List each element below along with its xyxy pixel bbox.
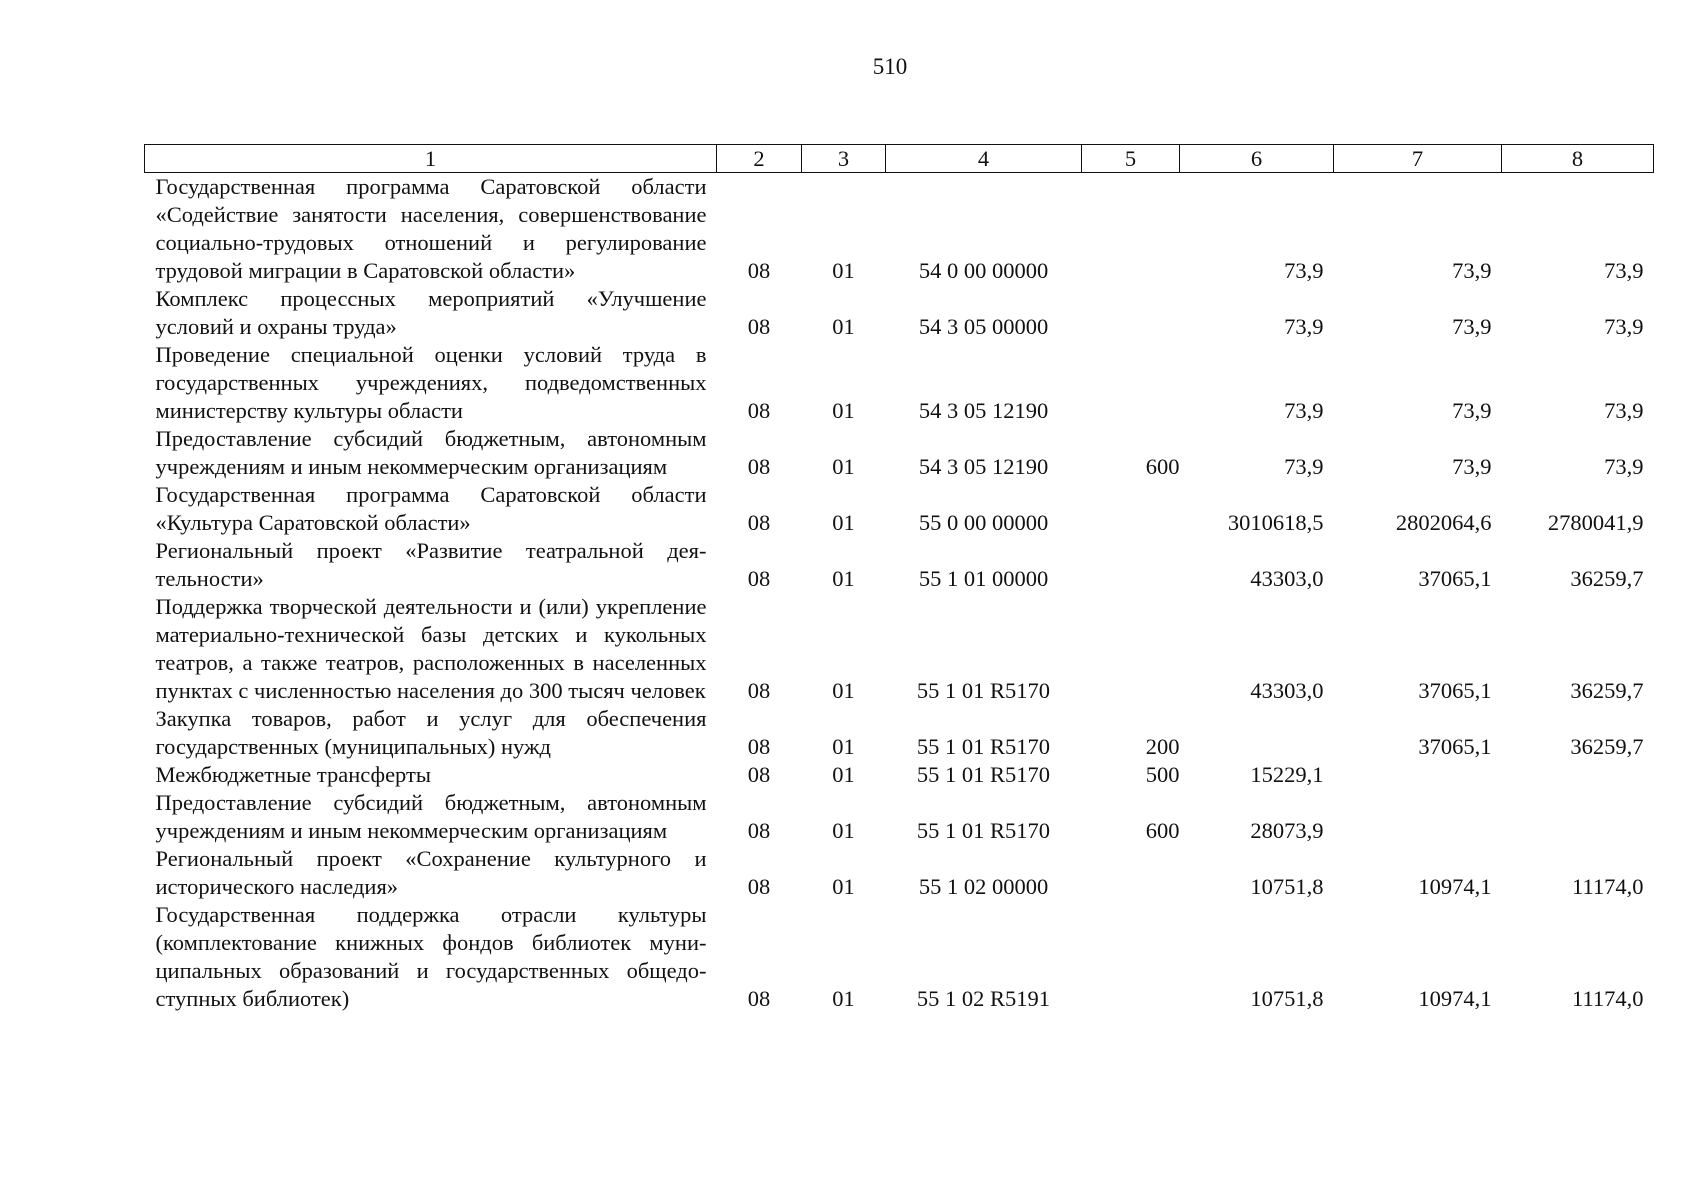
- header-row: [145, 145, 1654, 173]
- page-number: 510: [872, 54, 908, 79]
- item-name: Государственная программа Саратовской области «Содействие занятости населения, совершенствование социально-трудовых отношений и регулирование трудовой миграции в Саратовской области»: [155, 174, 707, 283]
- amount-col-6: 73,9: [1284, 398, 1324, 423]
- subsection-code: 01: [832, 734, 855, 759]
- amount-col-6: 10751,8: [1250, 986, 1324, 1011]
- expense-type-code: [1082, 173, 1180, 286]
- amount-col-8: 11174,0: [1572, 874, 1644, 899]
- item-name: Проведение специальной оценки условий труда в государственных учреждениях, подведомственных министерству культуры области: [155, 342, 707, 423]
- subsection-code: 01: [832, 510, 855, 535]
- section-code: 08: [747, 678, 771, 703]
- expense-type-code: [1082, 341, 1180, 425]
- amount-col-7: [1334, 789, 1502, 845]
- section-code: 08: [747, 454, 771, 479]
- amount-col-8: 73,9: [1604, 398, 1644, 423]
- table-row: [145, 341, 1654, 425]
- column-header-3: 3: [802, 145, 886, 173]
- table-row: [145, 705, 1654, 761]
- amount-col-7: 10974,1: [1418, 874, 1492, 899]
- amount-col-6: 73,9: [1284, 314, 1324, 339]
- amount-col-7: 73,9: [1452, 258, 1492, 283]
- amount-col-7: [1334, 761, 1502, 789]
- section-code: 08: [747, 762, 771, 787]
- item-name: Государственная поддержка отрасли культуры (комплектование книжных фондов библиотек муниципальных образований и государственных общедоступных библиотек): [155, 902, 707, 1011]
- amount-col-8: 36259,7: [1570, 678, 1644, 703]
- amount-col-7: 73,9: [1452, 314, 1492, 339]
- expense-type-code: 600: [1145, 454, 1180, 479]
- item-name: Региональный проект «Сохранение культурного и исторического наследия»: [155, 846, 707, 899]
- section-code: 08: [747, 874, 771, 899]
- target-article-code: 55 0 00 00000: [918, 510, 1049, 535]
- target-article-code: 55 1 01 R5170: [916, 762, 1051, 787]
- amount-col-6: 43303,0: [1250, 678, 1324, 703]
- section-code: 08: [747, 510, 771, 535]
- subsection-code: 01: [832, 398, 855, 423]
- target-article-code: 54 3 05 12190: [918, 454, 1049, 479]
- amount-col-8: 73,9: [1604, 258, 1644, 283]
- subsection-code: 01: [832, 314, 855, 339]
- amount-col-6: 73,9: [1284, 258, 1324, 283]
- amount-col-8: 11174,0: [1572, 986, 1644, 1011]
- expense-type-code: [1082, 593, 1180, 705]
- amount-col-8: 36259,7: [1570, 566, 1644, 591]
- item-name: Закупка товаров, работ и услуг для обеспечения государственных (муниципальных) нужд: [155, 706, 707, 759]
- table-row: [145, 481, 1654, 537]
- section-code: 08: [747, 818, 771, 843]
- target-article-code: 55 1 01 R5170: [916, 678, 1051, 703]
- section-code: 08: [747, 986, 771, 1011]
- subsection-code: 01: [832, 874, 855, 899]
- amount-col-8: 36259,7: [1570, 734, 1644, 759]
- amount-col-8: 2780041,9: [1547, 510, 1644, 535]
- table-header: [145, 145, 1654, 173]
- amount-col-8: 73,9: [1604, 454, 1644, 479]
- amount-col-6: 15229,1: [1250, 762, 1324, 787]
- column-header-8: 8: [1502, 145, 1654, 173]
- column-header-2: 2: [717, 145, 802, 173]
- expense-type-code: [1082, 537, 1180, 593]
- amount-col-8: [1502, 789, 1654, 845]
- amount-col-6: 3010618,5: [1227, 510, 1324, 535]
- budget-table: [144, 144, 1654, 1013]
- subsection-code: 01: [832, 566, 855, 591]
- amount-col-7: 37065,1: [1418, 734, 1492, 759]
- expense-type-code: 200: [1145, 734, 1180, 759]
- table-row: [145, 285, 1654, 341]
- amount-col-8: 73,9: [1604, 314, 1644, 339]
- table-row: [145, 425, 1654, 481]
- item-name: Предоставление субсидий бюджетным, автономным учреждениям и иным некоммерческим организациям: [155, 790, 707, 843]
- amount-col-7: 10974,1: [1418, 986, 1492, 1011]
- section-code: 08: [747, 398, 771, 423]
- amount-col-7: 73,9: [1452, 454, 1492, 479]
- amount-col-6: 73,9: [1284, 454, 1324, 479]
- item-name: Межбюджетные трансферты: [155, 762, 431, 787]
- target-article-code: 55 1 01 R5170: [916, 818, 1051, 843]
- column-header-5: 5: [1082, 145, 1180, 173]
- section-code: 08: [747, 566, 771, 591]
- table-row: [145, 845, 1654, 901]
- column-header-6: 6: [1180, 145, 1334, 173]
- subsection-code: 01: [832, 762, 855, 787]
- section-code: 08: [747, 258, 771, 283]
- amount-col-6: 43303,0: [1250, 566, 1324, 591]
- subsection-code: 01: [832, 454, 855, 479]
- target-article-code: 54 3 05 12190: [918, 398, 1049, 423]
- table-row: [145, 537, 1654, 593]
- expense-type-code: 600: [1145, 818, 1180, 843]
- item-name: Комплекс процессных мероприятий «Улучшение условий и охраны труда»: [155, 286, 707, 339]
- expense-type-code: 500: [1145, 762, 1180, 787]
- subsection-code: 01: [832, 986, 855, 1011]
- amount-col-6: [1180, 705, 1334, 761]
- item-name: Предоставление субсидий бюджетным, автономным учреждениям и иным некоммерческим организациям: [155, 426, 707, 479]
- amount-col-6: 10751,8: [1250, 874, 1324, 899]
- amount-col-6: 28073,9: [1250, 818, 1324, 843]
- target-article-code: 55 1 01 00000: [918, 566, 1049, 591]
- item-name: Государственная программа Саратовской области «Культура Саратовской области»: [155, 482, 707, 535]
- column-header-4: 4: [886, 145, 1082, 173]
- amount-col-8: [1502, 761, 1654, 789]
- amount-col-7: 37065,1: [1418, 566, 1492, 591]
- target-article-code: 55 1 02 R5191: [916, 986, 1051, 1011]
- expense-type-code: [1082, 845, 1180, 901]
- target-article-code: 55 1 02 00000: [918, 874, 1049, 899]
- table-row: [145, 173, 1654, 286]
- column-header-1: 1: [145, 145, 717, 173]
- amount-col-7: 73,9: [1452, 398, 1492, 423]
- column-header-7: 7: [1334, 145, 1502, 173]
- subsection-code: 01: [832, 818, 855, 843]
- table-row: [145, 901, 1654, 1013]
- target-article-code: 54 3 05 00000: [918, 314, 1049, 339]
- amount-col-7: 37065,1: [1418, 678, 1492, 703]
- item-name: Поддержка творческой деятельности и (или) укрепление материально-технической базы детских и кукольных театров, а также театров, расположенных в населенных пунктах с численностью населения до 300 тысяч человек: [155, 594, 707, 703]
- target-article-code: 55 1 01 R5170: [916, 734, 1051, 759]
- section-code: 08: [747, 314, 771, 339]
- amount-col-7: 2802064,6: [1395, 510, 1492, 535]
- expense-type-code: [1082, 901, 1180, 1013]
- table-body: [145, 173, 1654, 1014]
- table-row: [145, 761, 1654, 789]
- item-name: Региональный проект «Развитие театральной деятельности»: [155, 538, 707, 591]
- table-row: [145, 789, 1654, 845]
- subsection-code: 01: [832, 678, 855, 703]
- target-article-code: 54 0 00 00000: [918, 258, 1049, 283]
- subsection-code: 01: [832, 258, 855, 283]
- table-row: [145, 593, 1654, 705]
- expense-type-code: [1082, 481, 1180, 537]
- section-code: 08: [747, 734, 771, 759]
- expense-type-code: [1082, 285, 1180, 341]
